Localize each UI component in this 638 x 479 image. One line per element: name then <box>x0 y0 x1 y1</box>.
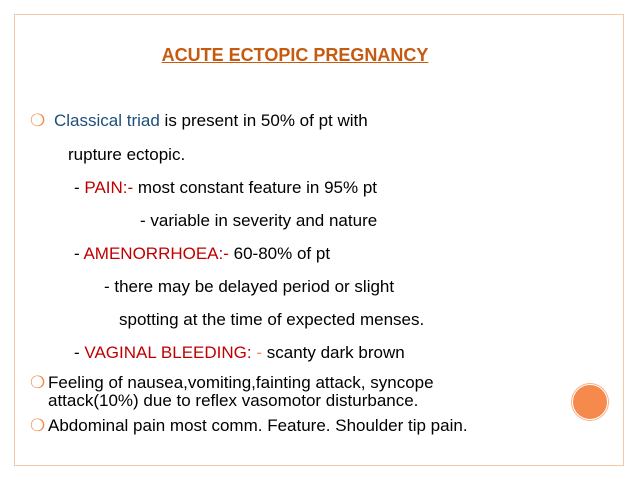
slide-title: ACUTE ECTOPIC PREGNANCY <box>161 45 429 65</box>
text-line-9: Feeling of nausea,vomiting,fainting attack, syncope <box>48 373 434 392</box>
classical-triad-label: Classical triad <box>54 111 160 130</box>
text-line-3 <box>74 178 377 198</box>
text-line-1 <box>54 111 368 131</box>
text-line-2: rupture ectopic. <box>68 145 186 164</box>
pain-label: PAIN:- <box>84 178 134 197</box>
text-line-7: spotting at the time of expected menses. <box>119 310 425 329</box>
line-8-text: scanty dark brown <box>266 343 405 362</box>
line-3-text: most constant feature in 95% pt <box>133 178 378 197</box>
text-line-11: Abdominal pain most comm. Feature. Shoulder tip pain. <box>48 416 468 435</box>
bullet-icon: ❍ <box>30 111 46 130</box>
dash: - <box>74 178 85 197</box>
text-line-10: attack(10%) due to reflex vasomotor disturbance. <box>48 391 419 410</box>
separator: - <box>251 343 267 362</box>
text-line-8 <box>74 343 405 363</box>
line-5-text: 60-80% of pt <box>228 244 331 263</box>
dash: - <box>74 244 84 263</box>
bullet-icon: ❍ <box>30 416 46 435</box>
dash: - <box>74 343 85 362</box>
amenorrhoea-label: AMENORRHOEA:- <box>83 244 229 263</box>
decorative-circle <box>572 384 608 420</box>
vaginal-bleeding-label: VAGINAL BLEEDING: <box>84 343 252 362</box>
text-line-5 <box>74 244 330 264</box>
text-line-6: - there may be delayed period or slight <box>104 277 395 296</box>
bullet-icon: ❍ <box>30 373 46 392</box>
line-1-text: is present in 50% of pt with <box>159 111 368 130</box>
text-line-4: - variable in severity and nature <box>140 211 378 230</box>
